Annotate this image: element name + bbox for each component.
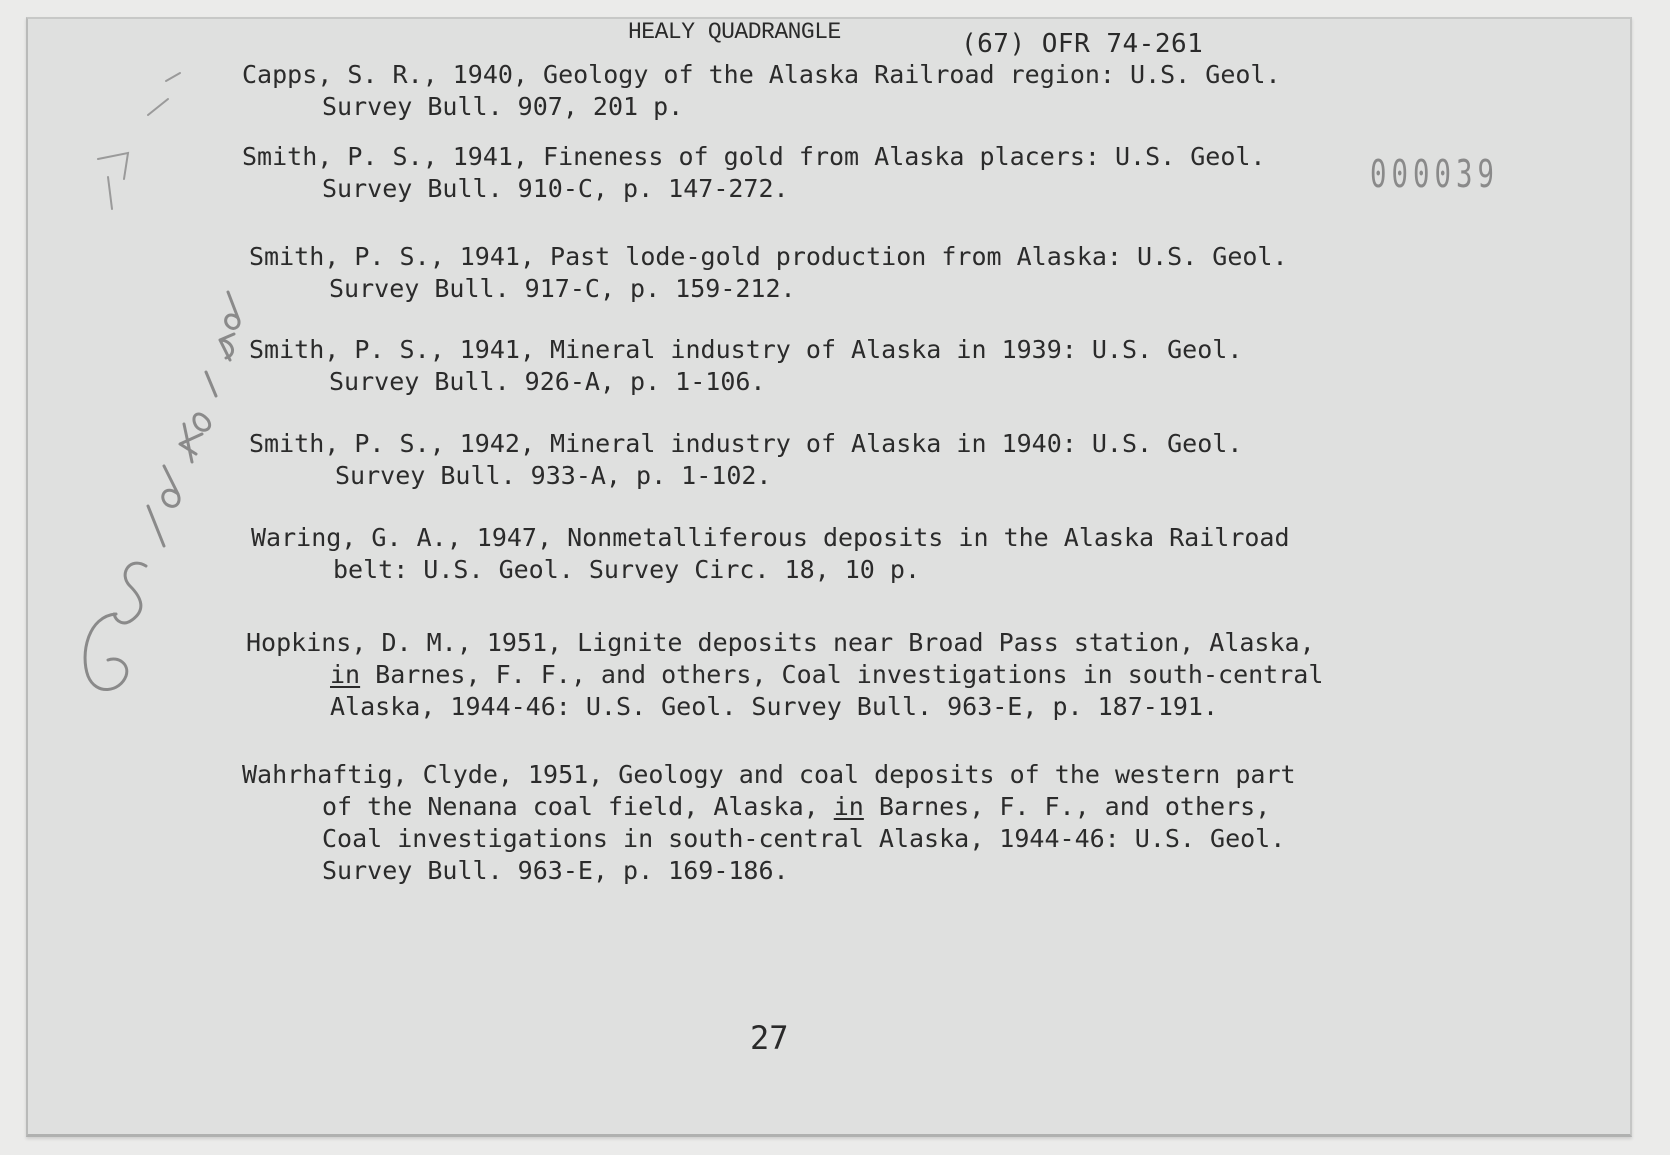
reference-text: Barnes, F. F., and others, (863, 792, 1271, 821)
reference-entry (242, 759, 1632, 887)
reference-line: Survey Bull. 910-C, p. 147-272. (322, 174, 789, 203)
reference-entry (251, 522, 1632, 586)
underlined-in: in (330, 660, 361, 689)
reference-entry (246, 627, 1632, 723)
reference-line: Wahrhaftig, Clyde, 1951, Geology and coal deposits of the western part (242, 760, 1296, 789)
index-card (26, 17, 1632, 1137)
reference-line: belt: U.S. Geol. Survey Circ. 18, 10 p. (333, 555, 920, 584)
series-number: (67) OFR 74-261 (961, 29, 1204, 59)
reference-line (242, 791, 1632, 823)
reference-line: Survey Bull. 963-E, p. 169-186. (322, 856, 789, 885)
reference-entry (242, 141, 1632, 205)
pencil-marks (68, 59, 188, 219)
reference-line: Coal investigations in south-central Alaska, 1944-46: U.S. Geol. (322, 824, 1286, 853)
reference-line: Waring, G. A., 1947, Nonmetalliferous deposits in the Alaska Railroad (251, 523, 1290, 552)
reference-text: Barnes, F. F., and others, Coal investigations in south-central (360, 660, 1324, 689)
reference-line: Survey Bull. 926-A, p. 1-106. (329, 367, 766, 396)
reference-line: Survey Bull. 917-C, p. 159-212. (329, 274, 796, 303)
reference-text: of the Nenana coal field, Alaska, (322, 792, 834, 821)
reference-entry (249, 241, 1632, 305)
reference-line: Smith, P. S., 1942, Mineral industry of Alaska in 1940: U.S. Geol. (249, 429, 1243, 458)
reference-line: Smith, P. S., 1941, Past lode-gold production from Alaska: U.S. Geol. (249, 242, 1288, 271)
reference-line: Survey Bull. 933-A, p. 1-102. (335, 461, 772, 490)
reference-line: Capps, S. R., 1940, Geology of the Alaska Railroad region: U.S. Geol. (242, 60, 1281, 89)
page-number: 27 (750, 1019, 789, 1057)
reference-line: Survey Bull. 907, 201 p. (322, 92, 684, 121)
reference-line: Smith, P. S., 1941, Fineness of gold from Alaska placers: U.S. Geol. (242, 142, 1266, 171)
card-heading: HEALY QUADRANGLE (628, 19, 841, 45)
reference-line: Alaska, 1944-46: U.S. Geol. Survey Bull. 963-E, p. 187-191. (330, 692, 1219, 721)
stamp-number: 000039 (1370, 152, 1500, 196)
reference-entry (249, 334, 1632, 398)
underlined-in: in (833, 792, 864, 821)
reference-line: Smith, P. S., 1941, Mineral industry of Alaska in 1939: U.S. Geol. (249, 335, 1243, 364)
reference-entry (249, 428, 1632, 492)
reference-line: Hopkins, D. M., 1951, Lignite deposits near Broad Pass station, Alaska, (246, 628, 1315, 657)
reference-entry (242, 59, 1632, 123)
reference-line (246, 659, 1632, 691)
handwritten-note (68, 284, 258, 724)
